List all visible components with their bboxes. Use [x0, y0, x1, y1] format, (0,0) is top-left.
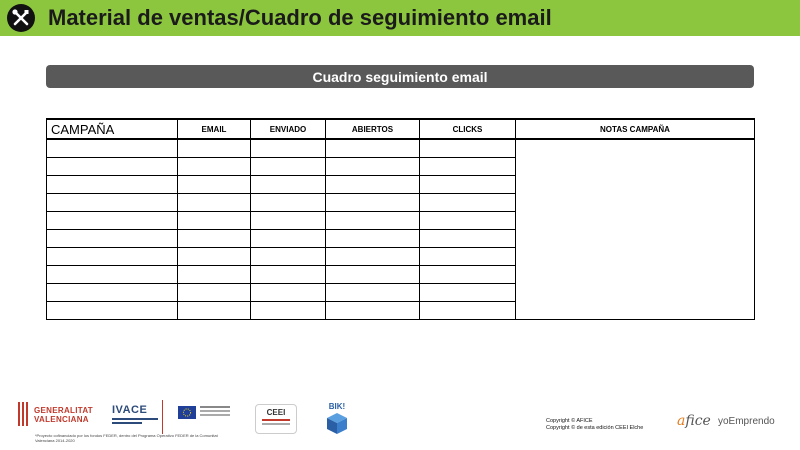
column-header-abiertos: ABIERTOS [326, 119, 420, 139]
column-header-notas: NOTAS CAMPAÑA [516, 119, 755, 139]
table-cell[interactable] [47, 265, 178, 283]
table-row [47, 139, 755, 157]
column-header-email: EMAIL [178, 119, 251, 139]
table-cell[interactable] [47, 211, 178, 229]
ceei-wordmark: CEEI [266, 408, 286, 417]
email-tracking-table [46, 118, 755, 320]
table-cell[interactable] [178, 229, 251, 247]
table-cell[interactable] [47, 193, 178, 211]
table-cell[interactable] [326, 157, 420, 175]
table-cell[interactable] [178, 139, 251, 157]
section-title: Cuadro seguimiento email [312, 68, 488, 85]
table-cell[interactable] [47, 157, 178, 175]
table-cell[interactable] [420, 175, 516, 193]
eu-flag-logo [178, 406, 196, 424]
footer [0, 398, 800, 450]
table-cell[interactable] [47, 139, 178, 157]
afice-logo-a: a [677, 413, 686, 429]
table-cell[interactable] [420, 265, 516, 283]
copyright-line1: Copyright © AFICE [546, 418, 593, 424]
bik-wordmark: BIK! [328, 402, 346, 411]
section-title-bar [46, 65, 754, 88]
tools-icon [7, 4, 35, 32]
generalitat-line1: GENERALITAT [34, 406, 93, 415]
bik-logo [326, 402, 348, 440]
yoemprendo-logo: yoEmprendo [718, 416, 775, 427]
afice-logo [677, 412, 711, 430]
table-header-row [47, 119, 755, 139]
table-cell[interactable] [326, 211, 420, 229]
table-cell[interactable] [326, 301, 420, 319]
cofinancing-footnote: *Proyecto cofinanciado por los fondos FEDER, dentro del Programa Operativo FEDER de la Comunitat Valenciana 2014-2020 [35, 433, 218, 443]
table-cell[interactable] [420, 247, 516, 265]
column-header-clicks: CLICKS [420, 119, 516, 139]
table-cell[interactable] [251, 211, 326, 229]
table-cell[interactable] [326, 139, 420, 157]
table-cell[interactable] [178, 175, 251, 193]
table-cell[interactable] [47, 229, 178, 247]
table-cell[interactable] [251, 175, 326, 193]
generalitat-line2: VALENCIANA [34, 415, 89, 424]
table-cell[interactable] [420, 157, 516, 175]
table-cell[interactable] [251, 139, 326, 157]
table-cell[interactable] [326, 283, 420, 301]
table-cell[interactable] [326, 229, 420, 247]
table-cell[interactable] [420, 211, 516, 229]
table-cell[interactable] [420, 301, 516, 319]
table-cell[interactable] [178, 193, 251, 211]
table-cell[interactable] [251, 193, 326, 211]
table-cell[interactable] [47, 301, 178, 319]
page-title: Material de ventas/Cuadro de seguimiento email [48, 5, 552, 30]
table-cell[interactable] [326, 193, 420, 211]
footer-divider [162, 400, 163, 434]
table-cell[interactable] [178, 301, 251, 319]
table-cell[interactable] [251, 283, 326, 301]
table-cell[interactable] [420, 229, 516, 247]
table-cell[interactable] [251, 229, 326, 247]
table-cell[interactable] [47, 247, 178, 265]
table-cell[interactable] [178, 247, 251, 265]
table-cell[interactable] [251, 265, 326, 283]
table-cell[interactable] [326, 265, 420, 283]
table-cell[interactable] [420, 283, 516, 301]
column-header-enviado: ENVIADO [251, 119, 326, 139]
table-cell[interactable] [178, 265, 251, 283]
copyright-line2: Copyright © de esta edición CEEI Elche [546, 425, 644, 431]
table-cell[interactable] [178, 211, 251, 229]
notes-cell[interactable] [516, 139, 755, 319]
table-cell[interactable] [326, 175, 420, 193]
table-cell[interactable] [251, 157, 326, 175]
table-cell[interactable] [251, 301, 326, 319]
table-cell[interactable] [47, 175, 178, 193]
afice-logo-rest: fice [685, 413, 711, 429]
table-cell[interactable] [326, 247, 420, 265]
copyright [546, 418, 643, 432]
table-cell[interactable] [420, 193, 516, 211]
table-cell[interactable] [178, 157, 251, 175]
table-cell[interactable] [178, 283, 251, 301]
table-cell[interactable] [47, 283, 178, 301]
column-header-campana: CAMPAÑA [47, 119, 178, 139]
header-bar [0, 0, 800, 36]
ceei-logo [255, 404, 297, 434]
ivace-wordmark: IVACE [112, 404, 148, 416]
table-cell[interactable] [251, 247, 326, 265]
table-cell[interactable] [420, 139, 516, 157]
ivace-logo [112, 404, 158, 424]
